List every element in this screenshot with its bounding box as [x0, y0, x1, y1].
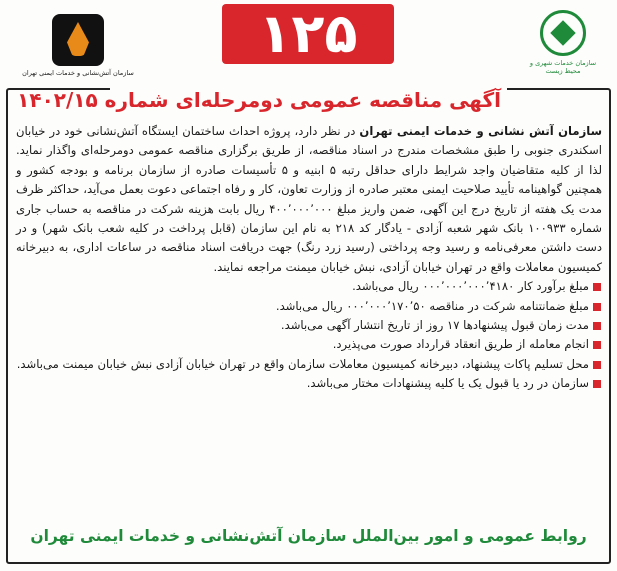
list-item: محل تسلیم پاکات پیشنهاد، دبیرخانه کمیسیون معاملات سازمان واقع در تهران خیابان آزادی نبش خیابان میمنت می‌باشد.	[16, 355, 602, 374]
list-item: مدت زمان قبول پیشنهادها ۱۷ روز از تاریخ انتشار آگهی می‌باشد.	[16, 316, 602, 335]
flame-icon	[52, 14, 104, 66]
paragraph-text: در نظر دارد، پروژه احداث ساختمان ایستگاه آتش‌نشانی خود در خیابان اسکندری جنوبی را طبق مشخصات مندرج در اسناد مناقصه، از طریق برگزاری مناقصه عمومی دومرحله‌ای واگذار نماید. لذا از کلیه متقاضیان واجد شرایط دارای حداقل رتبه ۵ ابنیه و ۵ تأسیسات صادره از سازمان برنامه و بودجه کشور و همچنین گواهینامه تأیید صلاحیت ایمنی معتبر صادره از وزارت تعاون، کار و رفاه اجتماعی دعوت بعمل می‌آید، حداکثر ظرف مدت یک هفته از تاریخ درج این آگهی، ضمن واریز مبلغ ۴۰۰٬۰۰۰٬۰۰۰ ریال بابت هزینه شرکت در مناقصه به حساب جاری شماره ۱۰۰۹۳۳ بانک شهر شعبه آزادی - یادگار کد ۲۱۸ به نام این سازمان (قابل پرداخت در کلیه شعب بانک شهر) و در دست داشتن معرفی‌نامه و رسید وجه پرداختی (رسید زرد رنگ) جهت دریافت اسناد مناقصه در ساعات اداری، به دبیرخانه کمیسیون معاملات واقع در تهران خیابان آزادی، نبش خیابان میمنت مراجعه نمایند.	[16, 124, 603, 274]
issue-number-badge: ۱۲۵	[222, 4, 394, 64]
list-item: مبلغ برآورد کار ۰۰۰٬۰۰۰٬۰۰۰٬۴۱۸۰ ریال می‌باشد.	[16, 277, 602, 296]
municipal-services-logo-caption: سازمان خدمات شهری و محیط زیست	[529, 59, 597, 76]
list-item: سازمان در رد یا قبول یک یا کلیه پیشنهادات مختار می‌باشد.	[16, 374, 602, 393]
notice-body	[16, 122, 602, 394]
notice-title: آگهی مناقصه عمومی دومرحله‌ای شماره ۱۴۰۲/۱۵	[110, 86, 507, 114]
fire-department-logo-caption: سازمان آتش‌نشانی و خدمات ایمنی تهران	[22, 69, 134, 77]
list-item: انجام معامله از طریق انعقاد قرارداد صورت می‌پذیرد.	[16, 335, 602, 354]
public-relations-signature: روابط عمومی و امور بین‌الملل سازمان آتش‌نشانی و خدمات ایمنی تهران	[30, 527, 587, 545]
notice-paragraph	[16, 122, 602, 277]
emblem-icon	[540, 10, 586, 56]
list-item: مبلغ ضمانتنامه شرکت در مناقصه ۰۰۰٬۰۰۰٬۱۷۰٬۵۰ ریال می‌باشد.	[16, 297, 602, 316]
organization-name: سازمان آتش نشانی و خدمات ایمنی تهران	[359, 124, 602, 138]
fire-department-logo	[18, 14, 138, 84]
conditions-list	[16, 277, 602, 393]
municipal-services-logo	[523, 10, 603, 88]
